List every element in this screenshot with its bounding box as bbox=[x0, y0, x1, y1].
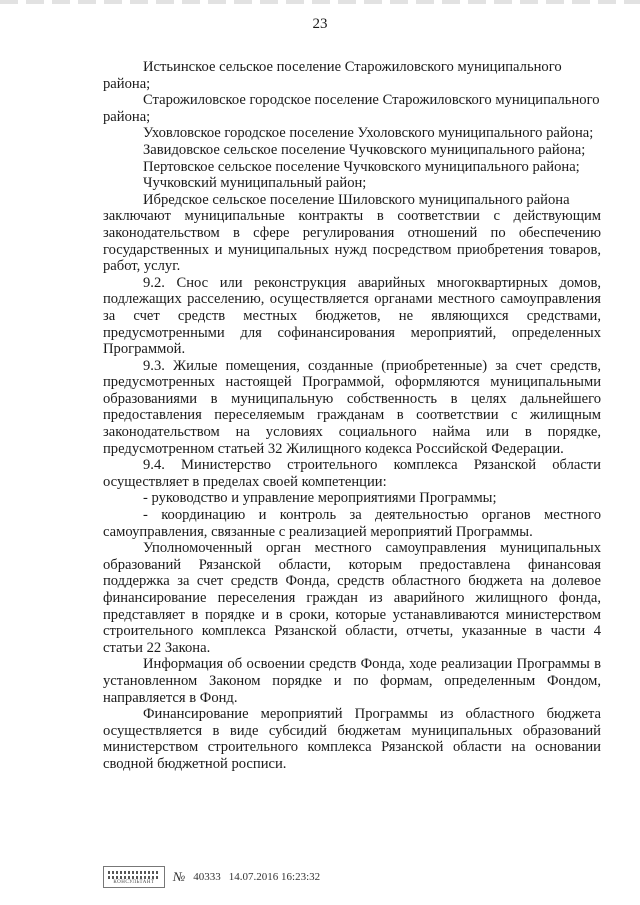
paragraph-settlement-2: Старожиловское городское поселение Старожиловского муниципального района; bbox=[103, 92, 600, 125]
paragraph-9-4: 9.4. Министерство строительного комплекса Рязанской области осуществляет в пределах своей компетенции: bbox=[103, 457, 601, 490]
paragraph-information: Информация об освоении средств Фонда, ходе реализации Программы в установленном Законом порядке и по формам, определенным Фондом, направляется в Фонд. bbox=[103, 656, 601, 706]
stamp-caption: КОНСУЛЬТАНТ bbox=[113, 879, 155, 885]
paragraph-bullet-2: - координацию и контроль за деятельностью органов местного самоуправления, связанные с реализацией мероприятий Программы. bbox=[103, 507, 601, 540]
paragraph-settlement-6: Чучковский муниципальный район; bbox=[143, 175, 367, 192]
document-body bbox=[103, 59, 601, 773]
page-number: 23 bbox=[312, 16, 328, 32]
scan-edge bbox=[0, 0, 640, 4]
document-timestamp: 14.07.2016 16:23:32 bbox=[228, 871, 321, 883]
paragraph-settlement-1: Истьинское сельское поселение Старожиловского муниципального района; bbox=[103, 59, 562, 92]
paragraph-settlement-3: Уховловское городское поселение Ухоловского муниципального района; bbox=[143, 125, 594, 142]
consultant-stamp-icon bbox=[103, 866, 165, 888]
document-number: 40333 bbox=[193, 871, 221, 883]
paragraph-9-2: 9.2. Снос или реконструкция аварийных многоквартирных домов, подлежащих расселению, осуществляется органами местного самоуправления за счет средств местных бюджетов, не являющихся средствами, предусмотренными для софинансирования мероприятий, определенных Программой. bbox=[103, 274, 601, 358]
paragraph-settlement-5: Пертовское сельское поселение Чучковского муниципального района; bbox=[143, 158, 580, 175]
document-number-icon: № bbox=[173, 869, 186, 884]
paragraph-settlement-7: Ибредское сельское поселение Шиловского муниципального района bbox=[143, 191, 570, 208]
paragraph-9-3: 9.3. Жилые помещения, созданные (приобретенные) за счет средств, предусмотренных настоящей Программой, оформляются муниципальными образованиями в муниципальную собственность в целях дальнейшего предоставления переселяемым гражданам в соответствии с жилищным законодательством на условиях социального найма или в порядке, предусмотренном статьей 32 Жилищного кодекса Российской Федерации. bbox=[103, 357, 601, 457]
paragraph-financing: Финансирование мероприятий Программы из областного бюджета осуществляется в виде субсидий бюджетам муниципальных образований министерством строительного комплекса Рязанской области на основании сводной бюджетной росписи. bbox=[103, 706, 601, 772]
paragraph-bullet-1: - руководство и управление мероприятиями Программы; bbox=[143, 490, 497, 507]
paragraph-contracts: заключают муниципальные контракты в соответствии с действующим законодательством в сфере регулирования отношений по обеспечению государственных и муниципальных нужд посредством приобретения товаров, работ, услуг. bbox=[103, 208, 601, 275]
paragraph-authorized-body: Уполномоченный орган местного самоуправления муниципальных образований Рязанской области, которым предоставлена финансовая поддержка за счет средств Фонда, средств областного бюджета на долевое финансирование переселения граждан из аварийного жилищного фонда, представляет в порядке и в сроки, которые устанавливаются министерством строительного комплекса Рязанской области, отчеты, указанные в части 4 статьи 22 Закона. bbox=[103, 540, 601, 656]
paragraph-settlement-4: Завидовское сельское поселение Чучковского муниципального района; bbox=[143, 141, 586, 158]
footer bbox=[103, 866, 320, 888]
